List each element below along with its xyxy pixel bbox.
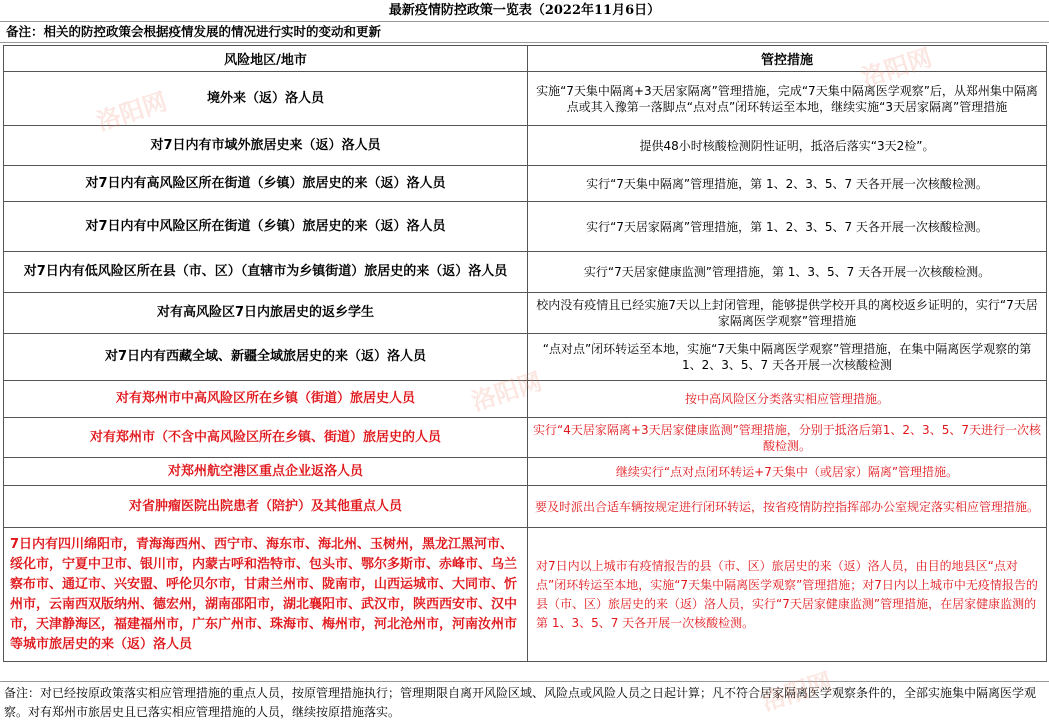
top-note: 备注：相关的防控政策会根据疫情发展的情况进行实时的变动和更新 (0, 21, 1049, 43)
measure-cell: 继续实行“点对点闭环转运+7天集中（或居家）隔离”管理措施。 (528, 458, 1047, 486)
measure-cell: 实行“7天集中隔离”管理措施，第 1、2、3、5、7 天各开展一次核酸检测。 (528, 166, 1047, 202)
table-header-row (4, 46, 1047, 72)
measure-cell: 对7日内以上城市有疫情报告的县（市、区）旅居史的来（返）洛人员，由目的地县区“点对点”闭环转运至本地，实施“7天集中隔离医学观察”管理措施；对7日内以上城市中无疫情报告的县（市、区）旅居史的来（返）洛人员，实行“7天居家健康监测”管理措施，在居家健康监测的第 1、3、5、7 天各开展一次核酸检测。 (528, 528, 1047, 662)
area-cell: 对7日内有低风险区所在县（市、区）（直辖市为乡镇街道）旅居史的来（返）洛人员 (4, 252, 528, 293)
page-title: 最新疫情防控政策一览表（2022年11月6日） (0, 0, 1049, 22)
watermark: 洛阳网 (758, 667, 836, 717)
area-cell: 对7日内有西藏全域、新疆全域旅居史的来（返）洛人员 (4, 334, 528, 381)
watermark: 洛阳网 (93, 87, 171, 137)
area-cell: 境外来（返）洛人员 (4, 72, 528, 126)
watermark: 洛阳网 (468, 367, 546, 417)
area-cell: 对有高风险区7日内旅居史的返乡学生 (4, 293, 528, 334)
table-row (4, 458, 1047, 486)
header-area: 风险地区/地市 (4, 46, 528, 72)
table-row (4, 252, 1047, 293)
measure-cell: 按中高风险区分类落实相应管理措施。 (528, 381, 1047, 418)
bottom-note: 备注：对已经按原政策落实相应管理措施的重点人员，按原管理措施执行；管理期限自离开风险区域、风险点或风险人员之日起计算；凡不符合居家隔离医学观察条件的，全部实施集中隔离医学观察。对有郑州市旅居史且已落实相应管理措施的人员，继续按原措施落实。 (0, 681, 1049, 722)
table-row (4, 72, 1047, 126)
table-row (4, 202, 1047, 252)
table-row (4, 293, 1047, 334)
area-cell: 对7日内有高风险区所在街道（乡镇）旅居史的来（返）洛人员 (4, 166, 528, 202)
table-row (4, 166, 1047, 202)
table-row (4, 418, 1047, 458)
table-row (4, 381, 1047, 418)
area-cell: 对省肿瘤医院出院患者（陪护）及其他重点人员 (4, 486, 528, 528)
measure-cell: 校内没有疫情且已经实施7天以上封闭管理，能够提供学校开具的离校返乡证明的，实行“7天居家隔离医学观察”管理措施 (528, 293, 1047, 334)
measure-cell: 提供48小时核酸检测阴性证明，抵洛后落实“3天2检”。 (528, 126, 1047, 166)
header-measure: 管控措施 (528, 46, 1047, 72)
watermark: 洛阳网 (858, 43, 936, 93)
table-row (4, 126, 1047, 166)
measure-cell: 实行“7天居家隔离”管理措施，第 1、2、3、5、7 天各开展一次核酸检测。 (528, 202, 1047, 252)
measure-cell: “点对点”闭环转运至本地，实施“7天集中隔离医学观察”管理措施，在集中隔离医学观察的第 1、2、3、5、7 天各开展一次核酸检测 (528, 334, 1047, 381)
measure-cell: 实行“4天居家隔离+3天居家健康监测”管理措施，分别于抵洛后第1、2、3、5、7天进行一次核酸检测。 (528, 418, 1047, 458)
area-cell: 7日内有四川绵阳市，青海海西州、西宁市、海东市、海北州、玉树州，黑龙江黑河市、绥化市，宁夏中卫市、银川市，内蒙古呼和浩特市、包头市、鄂尔多斯市、赤峰市、乌兰察布市、通辽市、兴安盟、呼伦贝尔市，甘肃兰州市、陇南市，山西运城市、大同市、忻州市，云南西双版纳州、德宏州，湖南邵阳市，湖北襄阳市、武汉市，陕西西安市、汉中市，天津静海区，福建福州市，广东广州市、珠海市、梅州市，河北沧州市，河南汝州市等城市旅居史的来（返）洛人员 (4, 528, 528, 662)
table-row (4, 486, 1047, 528)
area-cell: 对7日内有中风险区所在街道（乡镇）旅居史的来（返）洛人员 (4, 202, 528, 252)
measure-cell: 实施“7天集中隔离+3天居家隔离”管理措施，完成“7天集中隔离医学观察”后，从郑州集中隔离点或其入豫第一落脚点“点对点”闭环转运至本地，继续实施“3天居家隔离”管理措施 (528, 72, 1047, 126)
area-cell: 对7日内有市域外旅居史来（返）洛人员 (4, 126, 528, 166)
measure-cell: 实行“7天居家健康监测”管理措施，第 1、3、5、7 天各开展一次核酸检测。 (528, 252, 1047, 293)
area-cell: 对有郑州市（不含中高风险区所在乡镇、街道）旅居史的人员 (4, 418, 528, 458)
area-cell: 对郑州航空港区重点企业返洛人员 (4, 458, 528, 486)
policy-table (3, 45, 1047, 662)
measure-cell: 要及时派出合适车辆按规定进行闭环转运，按省疫情防控指挥部办公室规定落实相应管理措施。 (528, 486, 1047, 528)
area-cell: 对有郑州市中高风险区所在乡镇（街道）旅居史人员 (4, 381, 528, 418)
table-row (4, 334, 1047, 381)
table-row (4, 528, 1047, 662)
